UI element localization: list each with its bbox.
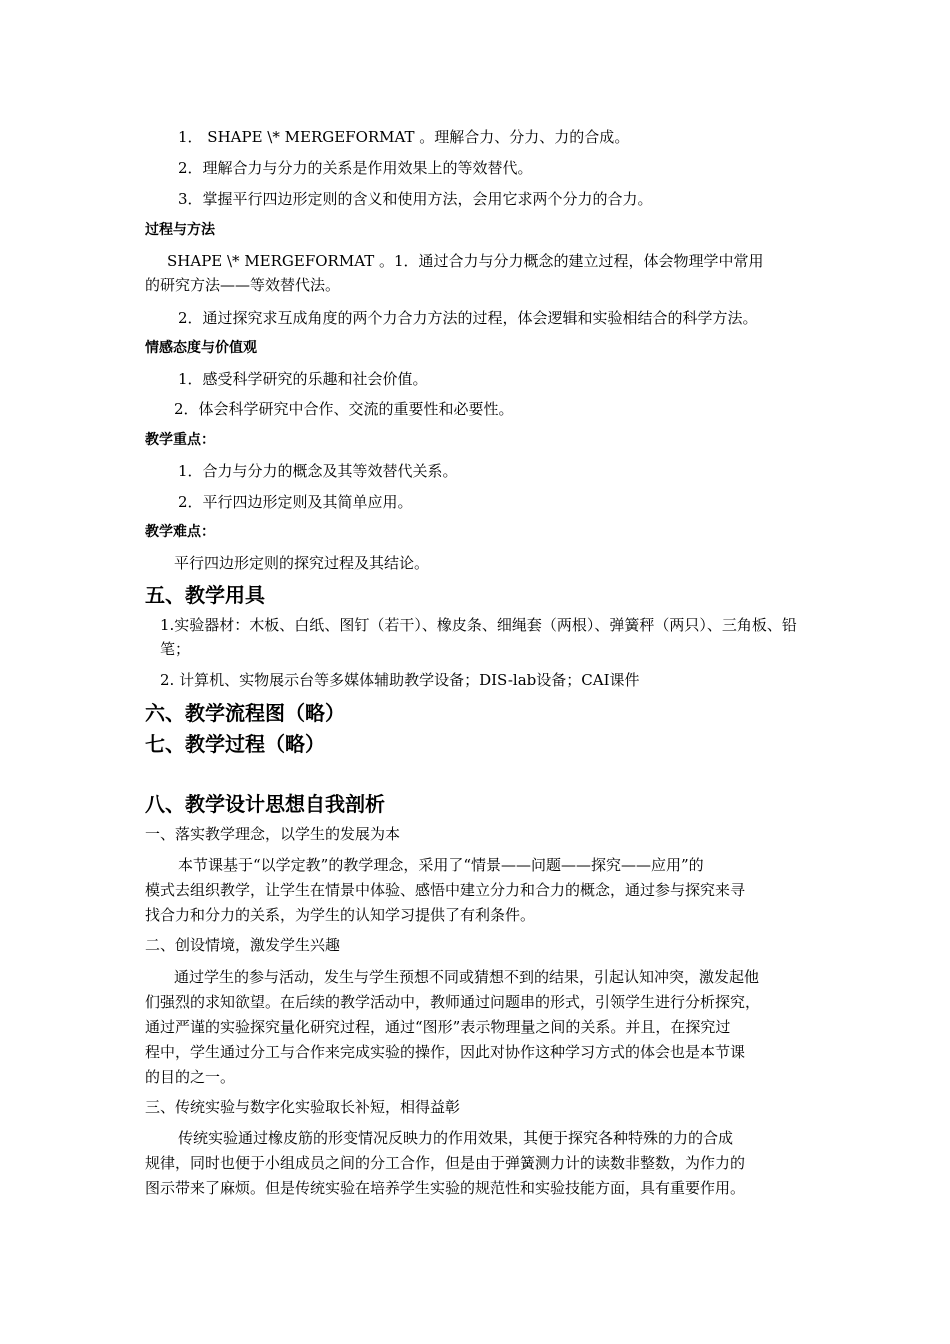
difficulty-heading: 教学难点： [145, 524, 215, 540]
paragraph-3-line-2: 规律，同时也便于小组成员之间的分工合作，但是由于弹簧测力计的读数非整数，为作力的 [145, 1154, 746, 1172]
section-8-heading: 八、教学设计思想自我剖析 [145, 792, 385, 816]
paragraph-2-line-4: 程中，学生通过分工与合作来完成实验的操作，因此对协作这种学习方式的体会也是本节课 [145, 1043, 746, 1061]
paragraph-2-line-2: 们强烈的求知欲望。在后续的教学活动中，教师通过问题串的形式，引领学生进行分析探究， [145, 993, 761, 1011]
key-point-1: 1．合力与分力的概念及其等效替代关系。 [178, 462, 458, 480]
objective-line-1: 1． SHAPE \* MERGEFORMAT 。理解合力、分力、力的合成。 [178, 128, 630, 146]
subsection-8-1-heading: 一、落实教学理念，以学生的发展为本 [145, 825, 401, 843]
paragraph-1-line-2: 模式去组织教学，让学生在情景中体验、感悟中建立分力和合力的概念，通过参与探究来寻 [145, 881, 746, 899]
paragraph-2-line-3: 通过严谨的实验探究量化研究过程，通过“图形”表示物理量之间的关系。并且，在探究过 [145, 1018, 731, 1036]
paragraph-1-line-1: 本节课基于“以学定教”的教学理念，采用了“情景——问题——探究——应用”的 [178, 856, 704, 874]
objective-line-2: 2．理解合力与分力的关系是作用效果上的等效替代。 [178, 159, 533, 177]
emotion-line-2: 2．体会科学研究中合作、交流的重要性和必要性。 [174, 400, 514, 418]
process-line-1a: SHAPE \* MERGEFORMAT 。1．通过合力与分力概念的建立过程，体会物理学中常用 [167, 252, 764, 270]
section-6-heading: 六、教学流程图（略） [145, 701, 345, 725]
key-point-2: 2．平行四边形定则及其简单应用。 [178, 493, 413, 511]
tools-line-1a: 1.实验器材：木板、白纸、图钉（若干）、橡皮条、细绳套（两根）、弹簧秤（两只）、三角板、铅 [160, 616, 797, 634]
paragraph-1-line-3: 找合力和分力的关系，为学生的认知学习提供了有利条件。 [145, 906, 536, 924]
process-method-heading: 过程与方法 [145, 222, 215, 238]
emotion-line-1: 1．感受科学研究的乐趣和社会价值。 [178, 370, 428, 388]
subsection-8-2-heading: 二、创设情境，激发学生兴趣 [145, 936, 341, 954]
paragraph-2-line-5: 的目的之一。 [145, 1068, 236, 1086]
tools-line-2: 2. 计算机、实物展示台等多媒体辅助教学设备；DIS-lab设备；CAI课件 [160, 671, 640, 689]
key-points-heading: 教学重点： [145, 432, 215, 448]
difficulty-line-1: 平行四边形定则的探究过程及其结论。 [174, 554, 430, 572]
objective-line-3: 3．掌握平行四边形定则的含义和使用方法，会用它求两个分力的合力。 [178, 190, 653, 208]
process-line-2: 2．通过探究求互成角度的两个力合力方法的过程，体会逻辑和实验相结合的科学方法。 [178, 309, 758, 327]
paragraph-3-line-3: 图示带来了麻烦。但是传统实验在培养学生实验的规范性和实验技能方面，具有重要作用。 [145, 1179, 746, 1197]
paragraph-3-line-1: 传统实验通过橡皮筋的形变情况反映力的作用效果，其便于探究各种特殊的力的合成 [178, 1129, 734, 1147]
emotion-values-heading: 情感态度与价值观 [145, 340, 257, 356]
paragraph-2-line-1: 通过学生的参与活动，发生与学生预想不同或猜想不到的结果，引起认知冲突，激发起他 [174, 968, 760, 986]
subsection-8-3-heading: 三、传统实验与数字化实验取长补短，相得益彰 [145, 1098, 461, 1116]
process-line-1b: 的研究方法——等效替代法。 [145, 276, 341, 294]
tools-line-1b: 笔； [160, 640, 191, 658]
section-7-heading: 七、教学过程（略） [145, 732, 325, 756]
section-5-heading: 五、教学用具 [145, 583, 265, 607]
